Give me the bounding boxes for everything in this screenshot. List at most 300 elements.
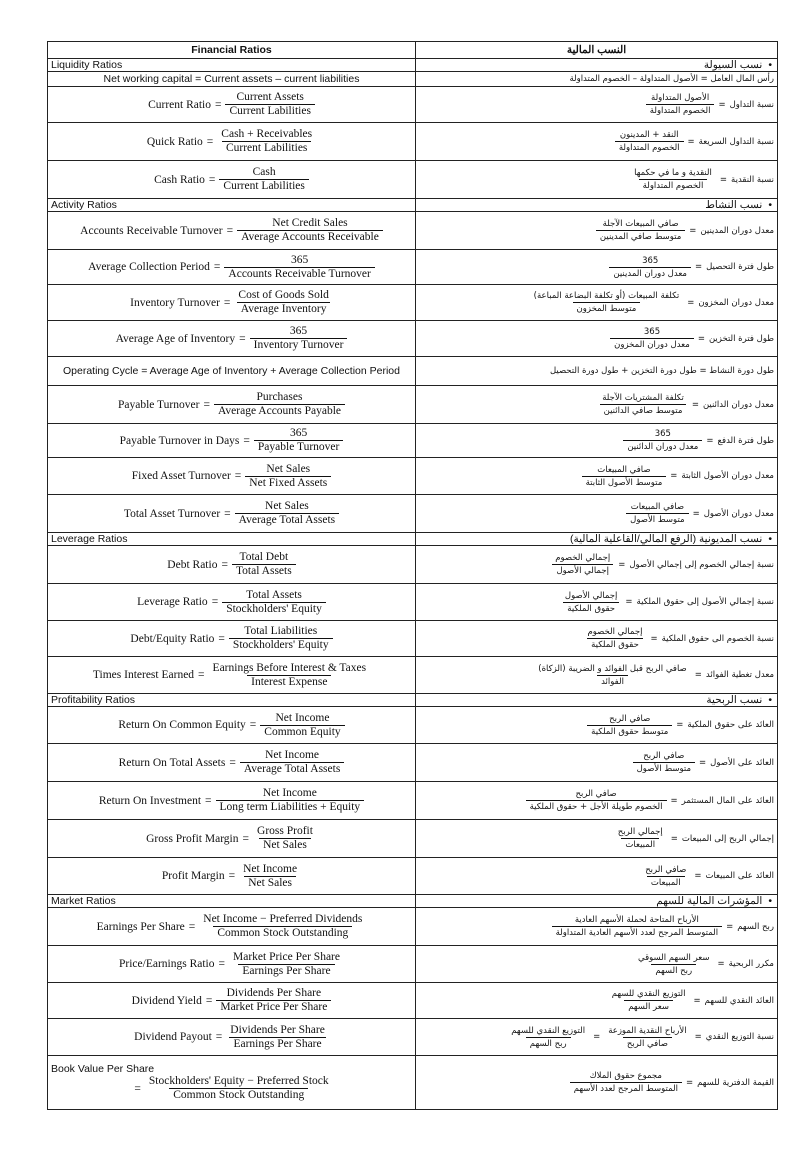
formula <box>419 590 774 615</box>
formula-label: Accounts Receivable Turnover <box>80 224 223 237</box>
formula-label: Total Asset Turnover <box>123 507 221 520</box>
formula-label: Payable Turnover <box>117 398 200 411</box>
formula-label: Cash Ratio <box>154 173 205 186</box>
equals-sign: = <box>205 794 212 807</box>
numerator: Net Income <box>262 787 317 799</box>
numerator: Total Debt <box>239 551 289 563</box>
fraction <box>239 863 301 890</box>
fraction <box>630 167 716 192</box>
fraction <box>229 951 344 978</box>
denominator: Stockholders' Equity <box>229 638 333 652</box>
formula-ar <box>416 946 778 983</box>
denominator: الخصوم المتداولة <box>639 179 708 192</box>
equals-sign: = <box>221 558 228 571</box>
formula-en <box>48 946 416 983</box>
denominator: المبيعات <box>621 838 659 851</box>
formula-ar <box>416 657 778 694</box>
numerator: Cash + Receivables <box>221 128 313 140</box>
ratio-row <box>48 707 778 744</box>
ratio-row <box>48 744 778 782</box>
section-header-row <box>48 694 778 707</box>
formula-label: Dividend Payout <box>134 1031 212 1043</box>
formula-en <box>48 458 416 495</box>
denominator: Payable Turnover <box>254 440 343 454</box>
denominator: Current Labilities <box>219 179 308 193</box>
equals-sign: = <box>218 958 225 970</box>
formula-ar <box>416 707 778 744</box>
formula <box>51 463 412 490</box>
ratio-row <box>48 1056 778 1110</box>
equals-sign: = <box>214 98 222 111</box>
numerator: 365 <box>289 325 308 337</box>
fraction <box>216 787 365 814</box>
formula-label: معدل تغطية الفوائد <box>705 670 774 680</box>
formula-en <box>48 1056 416 1110</box>
formula <box>419 92 774 117</box>
formula-label: ربح السهم <box>737 921 774 932</box>
denominator: إجمالي الأصول <box>552 564 613 577</box>
ratio-row <box>48 983 778 1019</box>
numerator: النقد + المدينون <box>619 130 679 140</box>
fraction <box>634 952 714 977</box>
numerator: Earnings Before Interest & Taxes <box>212 661 367 674</box>
formula-ar <box>416 161 778 199</box>
equals-sign: = <box>670 833 678 844</box>
numerator: Dividends Per Share <box>230 1023 325 1036</box>
ratio-row <box>48 820 778 858</box>
section-title-ar: • نسب المديونية (الرفع المالي/القاعلية المالية) <box>416 533 778 546</box>
numerator: Current Assets <box>236 91 304 103</box>
formula-label: القيمة الدفترية للسهم <box>697 1077 774 1088</box>
ratio-row <box>48 161 778 199</box>
formula <box>51 951 412 978</box>
fraction <box>552 914 723 939</box>
formula-ar <box>416 744 778 782</box>
ratio-row <box>48 1019 778 1056</box>
formula-label: Leverage Ratio <box>137 596 208 608</box>
formula-ar <box>416 621 778 657</box>
formula-ar <box>416 321 778 357</box>
formula-label: معدل دوران الدائنين <box>702 399 774 410</box>
numerator: التوزيع النقدي للسهم <box>511 1025 586 1036</box>
formula-ar <box>416 87 778 123</box>
numerator: 365 <box>643 327 661 337</box>
formula <box>51 551 412 578</box>
formula <box>419 1025 774 1050</box>
numerator: صافي المبيعات <box>630 502 685 512</box>
fraction <box>561 590 622 615</box>
fraction <box>234 289 332 316</box>
formula-ar <box>416 546 778 584</box>
denominator: حقوق الملكية <box>563 602 619 615</box>
denominator: Inventory Turnover <box>250 338 348 352</box>
numerator: تكلفة المبيعات (أو تكلفة البضاعة المباعة) <box>533 291 680 301</box>
formula-label: العائد النقدي للسهم <box>704 995 774 1006</box>
fraction <box>260 712 344 739</box>
equals-sign: = <box>618 559 626 570</box>
formula <box>419 626 774 651</box>
section-title-ar: • المؤشرات المالية للسهم <box>416 895 778 908</box>
formula-label: معدل دوران المدينين <box>700 225 774 236</box>
ratio-row <box>48 72 778 87</box>
fraction <box>254 427 343 454</box>
denominator: Average Accounts Receivable <box>237 230 383 244</box>
formula <box>419 464 774 489</box>
ratio-row <box>48 657 778 694</box>
formula <box>51 749 412 776</box>
fraction <box>641 864 690 889</box>
ratio-row <box>48 621 778 657</box>
section-title-ar: • نسب النشاط <box>416 199 778 212</box>
formula-ar <box>416 458 778 495</box>
ratio-row <box>48 546 778 584</box>
formula <box>51 625 412 652</box>
formula-en <box>48 87 416 123</box>
fraction <box>237 217 383 244</box>
denominator: Current Labilities <box>225 104 314 118</box>
denominator: معدل دوران المدينين <box>609 267 691 280</box>
formula-en <box>48 161 416 199</box>
ratio-row <box>48 321 778 357</box>
numerator: Gross Profit <box>257 825 313 837</box>
equals-sign: = <box>693 995 701 1006</box>
fraction <box>615 129 684 154</box>
formula <box>419 663 774 688</box>
ratio-row <box>48 946 778 983</box>
formula-en <box>48 321 416 357</box>
denominator: Common Equity <box>260 725 344 739</box>
formula-label: Average Age of Inventory <box>115 332 236 345</box>
numerator: 365 <box>291 253 309 266</box>
denominator: Long term Liabilities + Equity <box>216 800 365 814</box>
fraction <box>583 626 646 651</box>
equals-sign: = <box>224 507 231 520</box>
denominator: Common Stock Outstanding <box>169 1088 308 1102</box>
formula-label: العائد على المبيعات <box>705 871 774 881</box>
formula-en <box>48 744 416 782</box>
fraction <box>530 290 684 315</box>
numerator: الأرباح المتاحة لحملة الأسهم العادية <box>574 915 699 925</box>
equals-sign: = <box>134 1082 141 1095</box>
formula <box>51 825 412 852</box>
ratio-row <box>48 212 778 250</box>
numerator: صافي المبيعات <box>597 464 651 475</box>
numerator: Net Income <box>265 749 320 761</box>
denominator: الفوائد <box>597 675 628 688</box>
formula-label: Return On Total Assets <box>118 756 226 769</box>
numerator: إجمالي الأصول <box>564 590 618 601</box>
denominator: Earnings Per Share <box>238 964 334 978</box>
denominator: الخصوم المتداولة <box>646 104 715 117</box>
formula-ar: طول دورة النشاط = طول دورة التخزين + طول دورة التحصيل <box>416 357 778 386</box>
ratio-row <box>48 782 778 820</box>
fraction <box>582 464 667 489</box>
denominator: Net Sales <box>259 838 311 852</box>
formula <box>419 713 774 738</box>
equals-sign: = <box>234 470 242 482</box>
formula-label: Current Ratio <box>148 98 211 111</box>
numerator: Stockholders' Equity − Preferred Stock <box>148 1075 329 1087</box>
formula-label: Dividend Yield <box>131 994 202 1007</box>
formula <box>419 218 774 243</box>
formula-label: معدل دوران الأصول الثابتة <box>681 471 774 481</box>
formula <box>51 712 412 739</box>
fraction <box>646 92 715 117</box>
formula-en <box>48 1019 416 1056</box>
formula-ar: رأس المال العامل = الأصول المتداولة – الخصوم المتداولة <box>416 72 778 87</box>
equals-sign: = <box>228 870 236 882</box>
numerator: النقدية و ما في حكمها <box>634 168 712 178</box>
formula <box>51 863 412 890</box>
equals-sign: = <box>694 871 702 881</box>
formula <box>51 787 412 814</box>
equals-sign: = <box>242 832 250 845</box>
denominator: المتوسط المرجح لعدد الأسهم العادية المتداولة <box>552 926 723 939</box>
denominator: ربح السهم <box>651 964 696 977</box>
formula <box>419 1070 774 1095</box>
numerator: Net Income <box>243 862 298 875</box>
equals-sign: = <box>694 262 703 272</box>
fraction <box>623 428 702 453</box>
formula-label: Average Collection Period <box>88 261 210 273</box>
equals-sign: = <box>718 99 726 110</box>
fraction <box>526 788 667 813</box>
ratio-row <box>48 250 778 285</box>
denominator: متوسط الأصول <box>626 513 688 526</box>
denominator: سعر السهم <box>624 1000 673 1013</box>
formula <box>51 987 412 1014</box>
equals-sign: = <box>249 719 257 731</box>
denominator: Average Total Assets <box>235 513 340 527</box>
header-en: Financial Ratios <box>48 42 416 59</box>
equals-sign: = <box>243 434 250 447</box>
section-header-row <box>48 533 778 546</box>
formula-label: Gross Profit Margin <box>146 832 239 845</box>
formula <box>51 217 412 244</box>
formula-label: نسبة إجمالي الخصوم إلى إجمالي الأصول <box>629 559 774 570</box>
fraction <box>232 551 296 578</box>
formula-ar <box>416 285 778 321</box>
ratio-row <box>48 908 778 946</box>
formula-ar <box>416 584 778 621</box>
numerator: Cost of Goods Sold <box>238 289 329 301</box>
ratio-row <box>48 495 778 533</box>
section-title-en: Profitability Ratios <box>48 694 416 707</box>
equals-sign: = <box>229 756 236 769</box>
fraction <box>604 1025 690 1050</box>
ratio-row <box>48 458 778 495</box>
numerator: Net Income <box>275 711 330 724</box>
equals-sign: = <box>593 1032 601 1042</box>
formula-ar <box>416 858 778 895</box>
fraction <box>507 1025 589 1050</box>
fraction <box>253 825 317 852</box>
formula <box>419 552 774 577</box>
formula-label: Quick Ratio <box>146 135 203 148</box>
numerator: Total Assets <box>246 588 302 601</box>
formula-ar <box>416 212 778 250</box>
numerator: صافي الربح <box>645 864 687 875</box>
fraction <box>551 552 614 577</box>
formula <box>51 913 412 940</box>
formula <box>419 326 774 351</box>
formula-en <box>48 495 416 533</box>
formula-ar <box>416 495 778 533</box>
numerator: سعر السهم السوقي <box>638 952 710 963</box>
numerator: صافي المبيعات الآجلة <box>602 219 679 229</box>
equals-sign: = <box>203 398 210 411</box>
section-title-en: Market Ratios <box>48 895 416 908</box>
formula <box>51 589 412 616</box>
denominator: Net Fixed Assets <box>245 476 331 490</box>
formula <box>51 91 412 118</box>
formula <box>419 988 774 1013</box>
formula <box>51 391 412 418</box>
formula-label: Book Value Per Share <box>51 1063 155 1075</box>
section-title-en: Liquidity Ratios <box>48 59 416 72</box>
fraction <box>222 589 326 616</box>
formula-label: Times Interest Earned <box>92 669 195 681</box>
equals-sign: = <box>670 795 678 806</box>
fraction <box>609 255 691 280</box>
fraction <box>199 913 366 940</box>
formula-en <box>48 621 416 657</box>
fraction <box>240 749 345 776</box>
formula-en <box>48 657 416 694</box>
denominator: الخصوم المتداولة <box>615 141 684 154</box>
equals-sign: = <box>717 959 725 969</box>
denominator: متوسط المخزون <box>573 302 641 315</box>
numerator: Cash <box>252 166 276 178</box>
numerator: صافي الربح قبل الفوائد و الضريبة (الزكاة) <box>538 663 687 674</box>
formula <box>419 392 774 417</box>
formula-en <box>48 908 416 946</box>
formula-label: مكرر الربحية <box>728 959 774 969</box>
formula-en <box>48 820 416 858</box>
denominator: معدل دوران المخزون <box>610 338 694 351</box>
formula-label: العائد على الأصول <box>710 757 774 768</box>
formula-label: Price/Earnings Ratio <box>119 958 215 970</box>
denominator: معدل دوران الدائنين <box>623 440 702 453</box>
fraction <box>534 663 691 688</box>
numerator: Purchases <box>256 391 303 403</box>
numerator: إجمالي الخصوم <box>555 553 611 563</box>
formula-en <box>48 212 416 250</box>
formula-ar <box>416 250 778 285</box>
formula <box>51 289 412 316</box>
formula-en <box>48 782 416 820</box>
numerator: صافي الربح <box>643 751 685 761</box>
fraction <box>626 501 688 526</box>
denominator: Average Inventory <box>237 302 331 316</box>
numerator: Net Credit Sales <box>272 217 348 229</box>
formula-en <box>48 584 416 621</box>
formula-label: معدل دوران الأصول <box>703 508 774 519</box>
equals-sign: = <box>205 994 213 1007</box>
formula-label: نسبة التداول <box>729 99 774 110</box>
formula <box>419 167 774 192</box>
equals-sign: = <box>213 261 221 273</box>
equals-sign: = <box>676 720 684 730</box>
fraction <box>598 392 688 417</box>
fraction <box>229 625 333 652</box>
denominator: المبيعات <box>647 876 685 889</box>
formula-label: العائد على حقوق الملكية <box>687 720 774 730</box>
section-title-ar: • نسب السيولة <box>416 59 778 72</box>
formula <box>419 501 774 526</box>
denominator: Total Assets <box>232 564 296 578</box>
equals-sign: = <box>239 332 246 345</box>
denominator: ربح السهم <box>526 1037 571 1050</box>
equals-sign: = <box>726 921 734 932</box>
denominator: حقوق الملكية <box>587 638 643 651</box>
formula-en: Net working capital = Current assets – current liabilities <box>48 72 416 87</box>
numerator: Total Liabilities <box>244 625 318 637</box>
numerator: Dividends Per Share <box>226 987 322 999</box>
formula-ar <box>416 424 778 458</box>
fraction <box>219 166 308 193</box>
numerator: صافي الربح <box>609 713 651 724</box>
fraction <box>235 500 340 527</box>
formula <box>51 427 412 454</box>
section-header-row <box>48 199 778 212</box>
formula <box>419 255 774 280</box>
formula-label: Return On Investment <box>98 794 202 807</box>
formula-ar <box>416 123 778 161</box>
formula-label: Inventory Turnover <box>130 296 220 309</box>
formula <box>419 428 774 453</box>
numerator: Net Income − Preferred Dividends <box>203 913 363 925</box>
denominator: Average Total Assets <box>240 762 345 776</box>
section-title-ar: • نسب الربحية <box>416 694 778 707</box>
fraction <box>570 1070 682 1095</box>
formula-en <box>48 983 416 1019</box>
formula-en <box>48 707 416 744</box>
denominator: Market Price Per Share <box>216 1000 331 1014</box>
formula <box>51 662 412 689</box>
fraction <box>224 254 374 281</box>
denominator: Accounts Receivable Turnover <box>224 267 374 281</box>
fraction <box>217 128 316 155</box>
formula-en: Operating Cycle = Average Age of Inventory + Average Collection Period <box>48 357 416 386</box>
fraction <box>214 391 345 418</box>
equals-sign: = <box>694 670 702 680</box>
numerator: Market Price Per Share <box>233 950 340 963</box>
ratio-row <box>48 357 778 386</box>
numerator: الأرباح النقدية الموزعة <box>608 1025 687 1036</box>
formula-en <box>48 123 416 161</box>
equals-sign: = <box>699 757 707 768</box>
numerator: إجمالي الخصوم <box>587 627 643 637</box>
numerator: مجموع حقوق الملاك <box>589 1071 662 1081</box>
ratio-row <box>48 584 778 621</box>
formula-label: نسبة الخصوم الى حقوق الملكية <box>661 633 774 644</box>
denominator: Net Sales <box>244 876 296 890</box>
fraction <box>226 1024 329 1051</box>
fraction <box>245 463 331 490</box>
financial-ratios-sheet <box>47 41 774 1110</box>
equals-sign: = <box>206 135 214 148</box>
fraction <box>209 662 371 689</box>
denominator: متوسط حقوق الملكية <box>587 725 672 738</box>
formula-ar <box>416 908 778 946</box>
formula-ar <box>416 386 778 424</box>
equals-sign: = <box>694 1032 702 1042</box>
denominator: صافي الربح <box>623 1037 672 1050</box>
denominator: المتوسط المرجح لعدد الأسهم <box>570 1082 682 1095</box>
formula-label: Debt Ratio <box>167 558 218 571</box>
numerator: 365 <box>290 427 308 439</box>
